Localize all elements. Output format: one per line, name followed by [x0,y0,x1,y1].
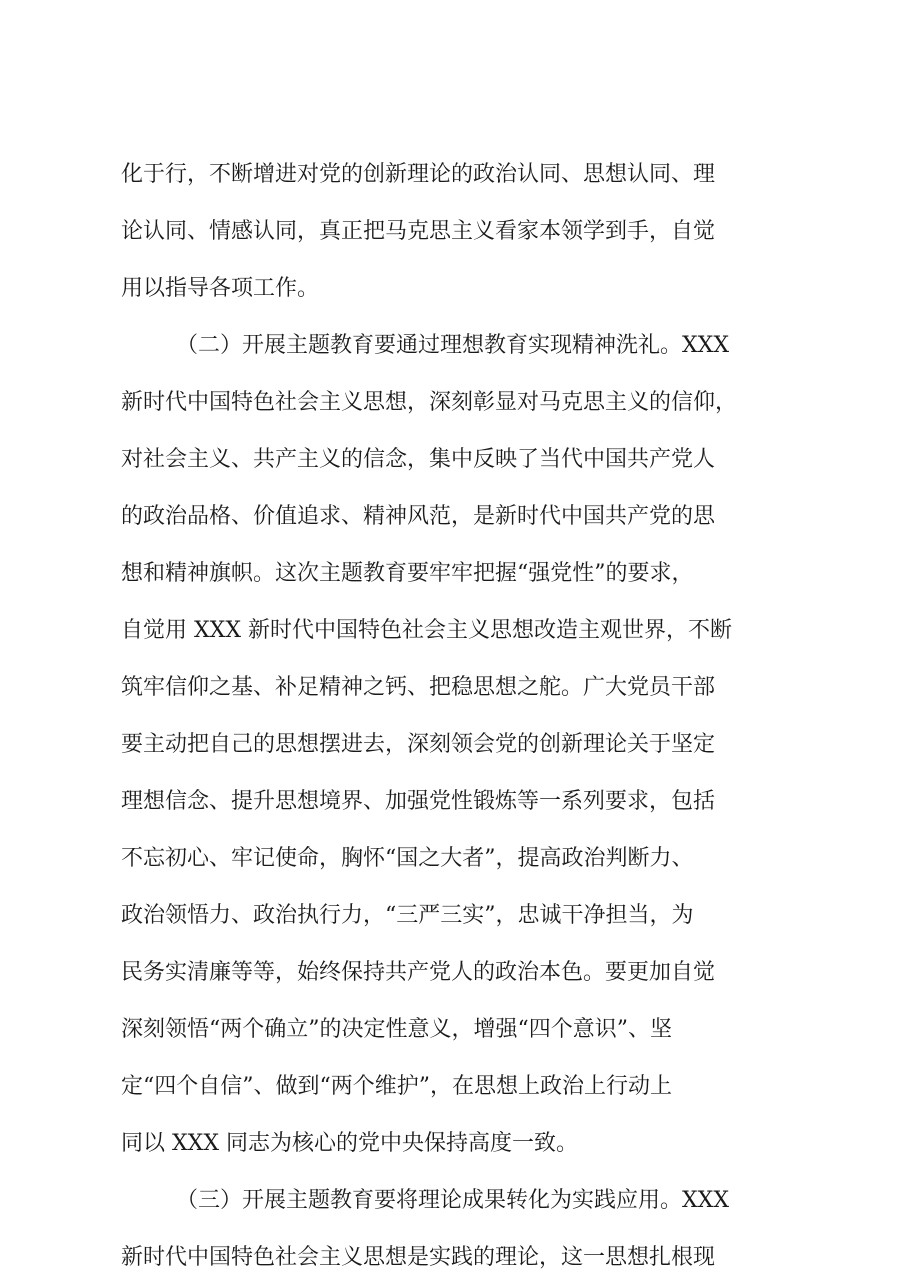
text-line: 新时代中国特色社会主义思想是实践的理论，这一思想扎根现 [121,1245,716,1270]
text-line: 政治领悟力、政治执行力，“三严三实”，忠诚干净担当，为 [121,903,694,928]
text-line: 新时代中国特色社会主义思想，深刻彰显对马克思主义的信仰， [121,390,738,415]
text-line: 用以指导各项工作。 [121,276,320,301]
text-line: 民务实清廉等等，始终保持共产党人的政治本色。要更加自觉 [121,960,716,985]
text-line: 深刻领悟“两个确立”的决定性意义，增强“四个意识”、坚 [121,1017,672,1042]
text-line: 同以 XXX 同志为核心的党中央保持高度一致。 [121,1131,578,1156]
text-line: 对社会主义、共产主义的信念，集中反映了当代中国共产党人 [121,447,716,472]
text-line: 要主动把自己的思想摆进去，深刻领会党的创新理论关于坚定 [121,732,716,757]
text-line: 理想信念、提升思想境界、加强党性锻炼等一系列要求，包括 [121,789,716,814]
text-line: 化于行，不断增进对党的创新理论的政治认同、思想认同、理 [121,162,716,187]
paragraph-heading-line: （三）开展主题教育要将理论成果转化为实践应用。XXX [176,1188,729,1213]
text-line: 想和精神旗帜。这次主题教育要牢牢把握“强党性”的要求， [121,561,694,586]
text-line: 论认同、情感认同，真正把马克思主义看家本领学到手，自觉 [121,219,716,244]
text-line: 筑牢信仰之基、补足精神之钙、把稳思想之舵。广大党员干部 [121,675,716,700]
text-line: 的政治品格、价值追求、精神风范，是新时代中国共产党的思 [121,504,716,529]
text-line: 定“四个自信”、做到“两个维护”，在思想上政治上行动上 [121,1074,672,1099]
text-line: 不忘初心、牢记使命，胸怀“国之大者”，提高政治判断力、 [121,846,694,871]
text-line: 自觉用 XXX 新时代中国特色社会主义思想改造主观世界，不断 [121,618,732,643]
paragraph-heading-line: （二）开展主题教育要通过理想教育实现精神洗礼。XXX [176,333,729,358]
